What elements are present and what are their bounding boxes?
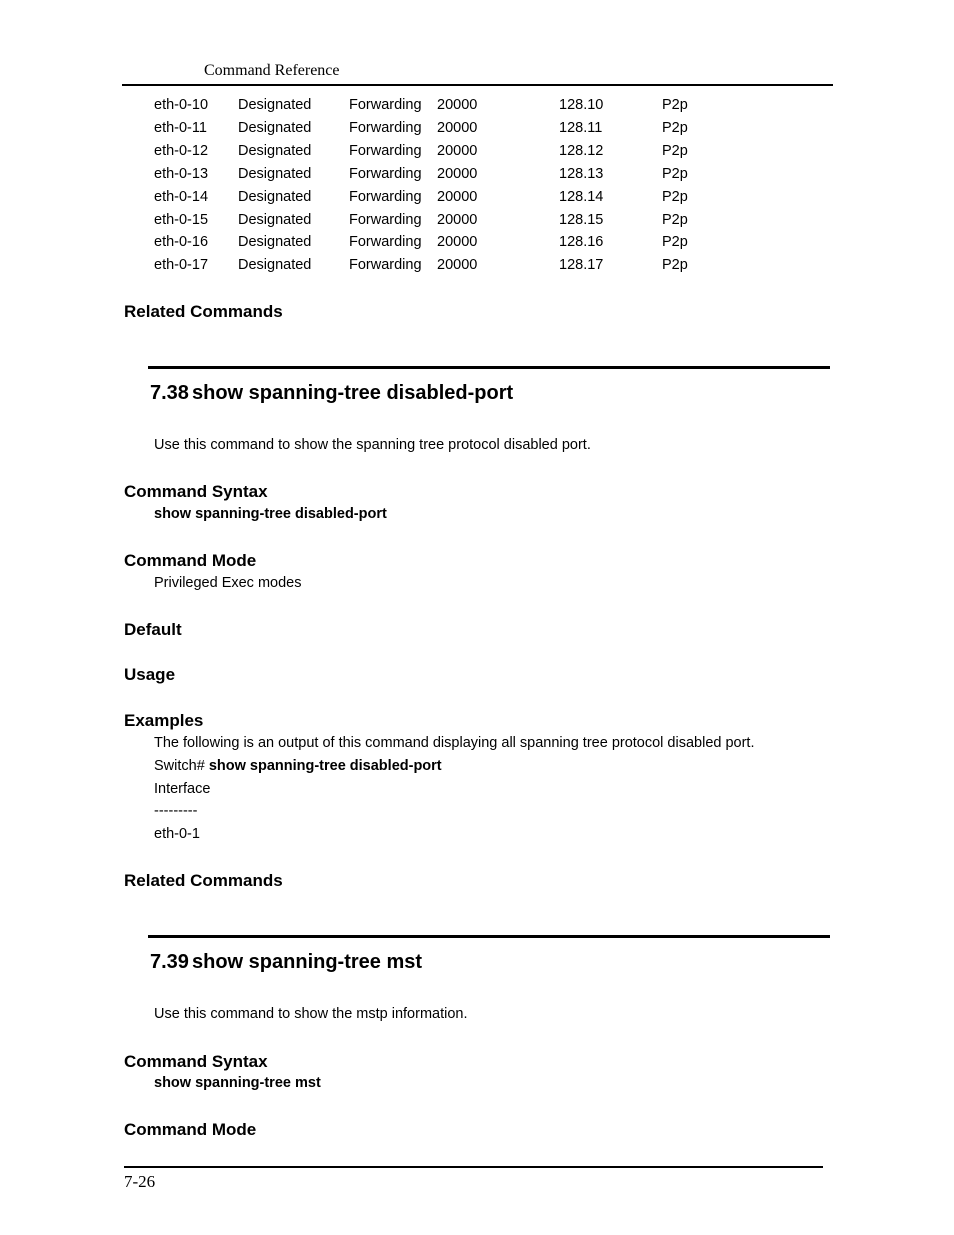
role-cell: Designated	[238, 257, 312, 273]
example-output-line: ---------	[154, 803, 198, 819]
cost-cell: 20000	[437, 234, 478, 250]
state-cell: Forwarding	[349, 120, 422, 136]
type-cell: P2p	[662, 166, 688, 182]
priority-cell: 128.13	[559, 166, 604, 182]
cost-cell: 20000	[437, 120, 478, 136]
type-cell: P2p	[662, 212, 688, 228]
example-intro: The following is an output of this command displaying all spanning tree protocol disabled port.	[154, 735, 755, 751]
command-syntax: show spanning-tree disabled-port	[154, 506, 387, 522]
type-cell: P2p	[662, 143, 688, 159]
command-syntax-heading: Command Syntax	[124, 1052, 268, 1071]
cost-cell: 20000	[437, 257, 478, 273]
section-rule	[148, 935, 830, 938]
type-cell: P2p	[662, 189, 688, 205]
port-cell: eth-0-16	[154, 234, 209, 250]
cost-cell: 20000	[437, 143, 478, 159]
port-cell: eth-0-15	[154, 212, 209, 228]
example-prompt: Switch#	[154, 758, 205, 774]
example-command: show spanning-tree disabled-port	[208, 758, 442, 774]
role-cell: Designated	[238, 166, 312, 182]
type-cell: P2p	[662, 97, 688, 113]
section-number: 7.39	[150, 951, 189, 973]
state-cell: Forwarding	[349, 143, 422, 159]
state-cell: Forwarding	[349, 234, 422, 250]
port-cell: eth-0-13	[154, 166, 209, 182]
header-rule	[122, 84, 833, 86]
priority-cell: 128.12	[559, 143, 604, 159]
port-cell: eth-0-12	[154, 143, 209, 159]
example-command-line	[154, 758, 442, 774]
priority-cell: 128.17	[559, 257, 604, 273]
state-cell: Forwarding	[349, 166, 422, 182]
state-cell: Forwarding	[349, 212, 422, 228]
related-commands-heading: Related Commands	[124, 871, 283, 890]
priority-cell: 128.11	[559, 120, 603, 136]
role-cell: Designated	[238, 120, 312, 136]
section-number: 7.38	[150, 382, 189, 404]
role-cell: Designated	[238, 97, 312, 113]
port-cell: eth-0-11	[154, 120, 207, 136]
example-output-line: Interface	[154, 781, 211, 797]
section-rule	[148, 366, 830, 369]
related-commands-heading: Related Commands	[124, 302, 283, 321]
example-output-line: eth-0-1	[154, 826, 200, 842]
priority-cell: 128.16	[559, 234, 604, 250]
port-cell: eth-0-10	[154, 97, 209, 113]
command-mode-heading: Command Mode	[124, 1120, 257, 1139]
examples-heading: Examples	[124, 711, 204, 730]
command-mode-heading: Command Mode	[124, 551, 257, 570]
default-heading: Default	[124, 620, 182, 639]
cost-cell: 20000	[437, 97, 478, 113]
section-title-text: show spanning-tree mst	[192, 951, 423, 973]
command-mode: Privileged Exec modes	[154, 575, 302, 591]
priority-cell: 128.10	[559, 97, 604, 113]
role-cell: Designated	[238, 212, 312, 228]
section-description: Use this command to show the mstp information.	[154, 1006, 468, 1022]
usage-heading: Usage	[124, 665, 176, 684]
section-title	[150, 951, 422, 974]
section-title	[150, 382, 513, 405]
cost-cell: 20000	[437, 189, 478, 205]
cost-cell: 20000	[437, 166, 478, 182]
state-cell: Forwarding	[349, 257, 422, 273]
command-syntax: show spanning-tree mst	[154, 1075, 321, 1091]
role-cell: Designated	[238, 234, 312, 250]
page-number: 7-26	[124, 1172, 156, 1191]
type-cell: P2p	[662, 120, 688, 136]
type-cell: P2p	[662, 234, 688, 250]
port-cell: eth-0-14	[154, 189, 209, 205]
priority-cell: 128.14	[559, 189, 604, 205]
role-cell: Designated	[238, 143, 312, 159]
section-title-text: show spanning-tree disabled-port	[192, 382, 514, 404]
running-header: Command Reference	[204, 62, 340, 79]
role-cell: Designated	[238, 189, 312, 205]
type-cell: P2p	[662, 257, 688, 273]
command-syntax-heading: Command Syntax	[124, 482, 268, 501]
section-description: Use this command to show the spanning tree protocol disabled port.	[154, 437, 591, 453]
priority-cell: 128.15	[559, 212, 604, 228]
footer-rule	[124, 1166, 823, 1168]
port-cell: eth-0-17	[154, 257, 209, 273]
state-cell: Forwarding	[349, 97, 422, 113]
state-cell: Forwarding	[349, 189, 422, 205]
cost-cell: 20000	[437, 212, 478, 228]
